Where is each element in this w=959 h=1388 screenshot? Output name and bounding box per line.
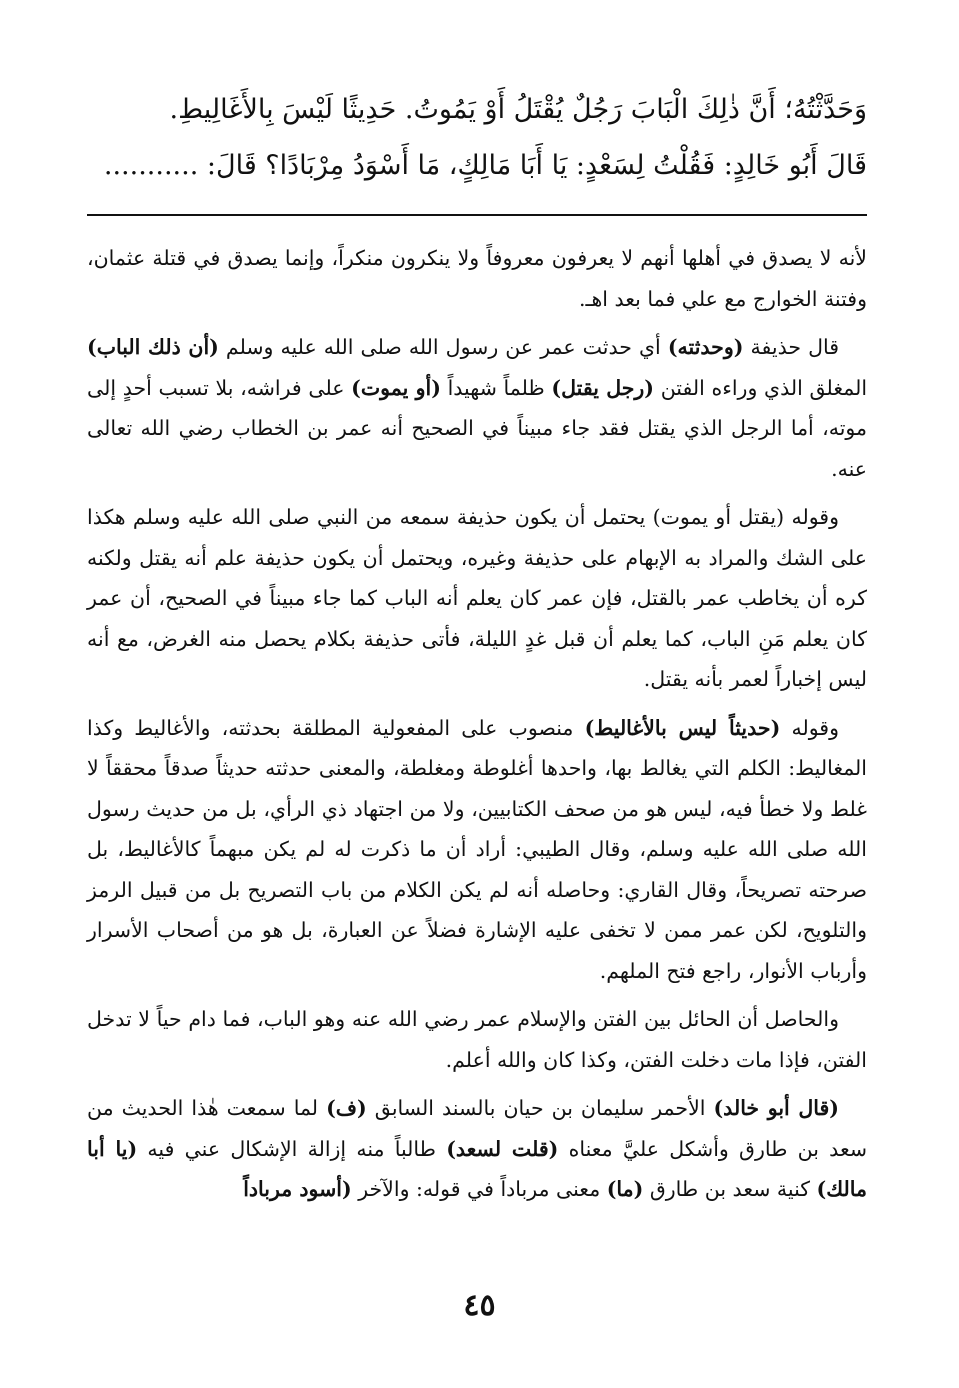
paragraph-text: المغلق الذي وراءه الفتن [654, 375, 868, 400]
commentary-paragraph-4 [87, 708, 867, 992]
paragraph-text: طالباً منه إزالة الإشكال عني فيه [137, 1136, 447, 1161]
paragraph-text: لما سمعت هٰذا الحديث من سعد بن طارق وأشكل عليَّ معناه [87, 1096, 868, 1161]
paragraph-text: على فراشه، بلا تسبب أحدٍ إلى موته، أما الرجل الذي يقتل فقد جاء مبيناً في الصحيح أنه عمر بن الخطاب رضي الله تعالى عنه. [87, 375, 867, 481]
hadith-text [87, 82, 867, 194]
paragraph-text: كنية سعد بن طارق [643, 1177, 817, 1201]
commentary-paragraph-5: والحاصل أن الحائل بين الفتن والإسلام عمر رضي الله عنه وهو الباب، فما دام حياً لا تدخل الفتن، فإذا مات دخلت الفتن، وكذا كان والله أعلم. [87, 1007, 867, 1072]
paragraph-text: أي حدثت عمر عن رسول الله صلى الله عليه وسلم [218, 335, 668, 359]
paragraph-text: الأحمر سليمان بن حيان بالسند السابق [366, 1096, 714, 1120]
quoted-phrase: (رجل يقتل) [551, 375, 655, 400]
hadith-line-1: وَحَدَّثْتُهُ؛ أَنَّ ذٰلِكَ الْبَابَ رَجُلٌ يُقْتَلُ أَوْ يَمُوتُ. حَدِيثًا لَيْسَ بِالأَغَالِيطِ. [169, 94, 867, 125]
separator-line [87, 214, 867, 216]
page-number: ٤٥ [463, 1288, 496, 1323]
quoted-phrase: (أسود مرباداً [243, 1177, 352, 1201]
quoted-phrase: (يا أبا مالك) [87, 1136, 867, 1201]
quoted-phrase: (حديثاً ليس بالأغاليط) [584, 715, 781, 740]
paragraph-text: منصوب على المفعولية المطلقة بحدثته، والأغاليط وكذا المغاليط: الكلم التي يغالط بها، واحدها أغلوطة ومغلطة، والمعنى حدثته حديثاً صدقاً محققاً لا غلط ولا خطأ فيه، ليس هو من صحف الكتابيين، ولا من اجتهاد ذي الرأي، بل من حديث رسول الله صلى الله عليه وسلم، وقال الطيبي: أراد أن ما ذكرت له لم يكن مبهماً كالأغاليط، بل صرحته تصريحاً، وقال القاري: وحاصله أنه لم يكن الكلام من باب التصريح بل من قبيل الرمز والتلويح، لكن عمر ممن لا تخفى عليه الإشارة فضلاً عن العبارة، بل هو من أصحاب الأسرار وأرباب الأنوار، راجع فتح الملهم. [87, 715, 867, 983]
quoted-phrase: (ما) [606, 1177, 644, 1201]
quoted-phrase: (قلت لسعد) [446, 1136, 559, 1161]
commentary-paragraph-3: وقوله (يقتل أو يموت) يحتمل أن يكون حذيفة سمعه من النبي صلى الله عليه وسلم هكذا على الشك والمراد به الإبهام على حذيفة وغيره، ويحتمل أن يكون حذيفة علم أنه يقتل ولكنه كره أن يخاطب عمر بالقتل، فإن عمر كان يعلم أنه الباب كما جاء مبيناً في الصحيح، أن عمر كان يعلم مَنِ الباب، كما يعلم أن قبل غدٍ الليلة، فأتى حذيفة بكلام يحصل منه الغرض، مع أنه ليس إخباراً لعمر بأنه يقتل. [87, 505, 867, 691]
paragraph-text: ظلماً شهيداً [440, 375, 552, 400]
quoted-phrase: (أن ذلك الباب) [87, 335, 219, 359]
commentary-paragraph-2 [87, 327, 867, 489]
quoted-phrase: (ف) [326, 1096, 367, 1120]
commentary-text [87, 238, 867, 1218]
quoted-phrase: (وحدثته) [667, 335, 744, 359]
quoted-phrase: (قال أبو خالد) [713, 1096, 839, 1120]
hadith-line-2: قَالَ أَبُو خَالِدٍ: فَقُلْتُ لِسَعْدٍ: يَا أَبَا مَالِكٍ، مَا أَسْوَدُ مِرْبَادًا؟ قَالَ: ........... [103, 150, 867, 181]
paragraph-text: معنى مرباداً في قوله: والآخر [351, 1177, 607, 1201]
commentary-paragraph-6 [87, 1088, 867, 1210]
commentary-paragraph-1: لأنه لا يصدق في أهلها أنهم لا يعرفون معروفاً ولا ينكرون منكراً، وإنما يصدق في قتلة عثمان، وفتنة الخوارج مع علي فما بعد اهـ. [87, 246, 867, 311]
quoted-phrase: (أو يموت) [351, 375, 441, 400]
paragraph-text: وقوله [780, 715, 839, 740]
paragraph-text: قال حذيفة [743, 335, 840, 359]
